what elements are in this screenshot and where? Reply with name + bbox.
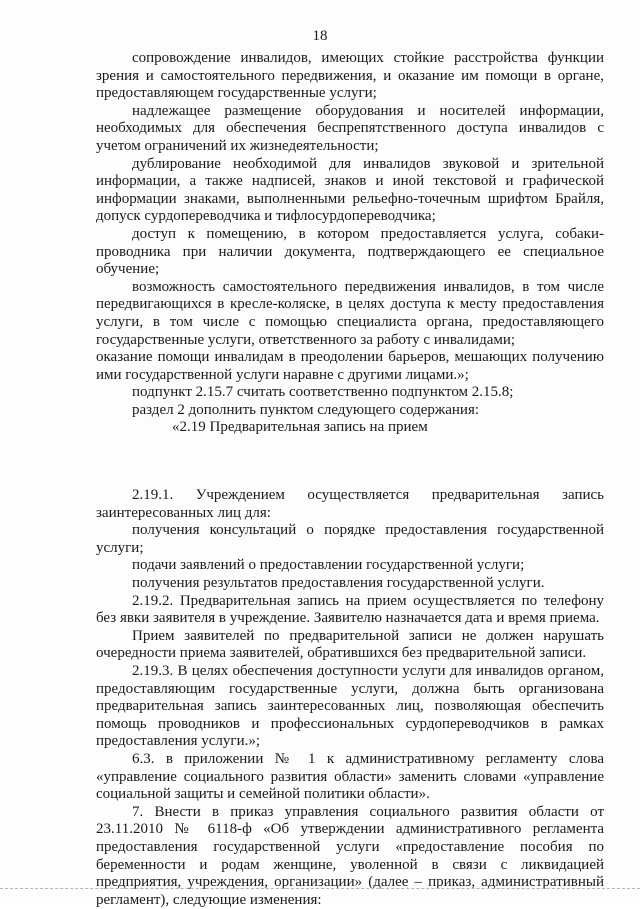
- paragraph: 2.19.1. Учреждением осуществляется предварительная запись заинтересованных лиц для:: [96, 487, 604, 521]
- bottom-dashed-rule: [0, 888, 640, 889]
- paragraph: 6.3. в приложении № 1 к административному регламенту слова «управление социального развития области» заменить словами «управление социальной защиты и семейной политики области».: [96, 750, 604, 803]
- paragraph: раздел 2 дополнить пунктом следующего содержания:: [132, 401, 480, 418]
- paragraph: получения консультаций о порядке предоставления государственной услуги;: [96, 522, 604, 556]
- paragraph-spacer: [96, 452, 604, 472]
- paragraph: 2.19.2. Предварительная запись на прием осуществляется по телефону без явки заявителя в учреждение. Заявителю назначается дата и время приема.: [96, 592, 604, 627]
- paragraph: подпункт 2.15.7 считать соответственно подпунктом 2.15.8;: [132, 384, 514, 401]
- paragraph: Прием заявителей по предварительной записи не должен нарушать очередности приема заявителей, обратившихся без предварительной записи.: [96, 627, 604, 662]
- page-number: 18: [312, 28, 328, 44]
- paragraph: дублирование необходимой для инвалидов звуковой и зрительной информации, а также надписей, знаков и иной текстовой и графической информации знаками, выполненными рельефно-точечным шрифтом Брайля, допуск сурдопереводчика и тифлосурдопереводчика;: [96, 155, 604, 225]
- paragraph: получения результатов предоставления государственной услуги.: [132, 575, 545, 592]
- paragraph: возможность самостоятельного передвижения инвалидов, в том числе передвигающихся в кресле-коляске, в целях доступа к месту предоставления услуги, в том числе с помощью специалиста органа, предоставляющего государственные услуги, ответственного за работу с инвалидами;: [96, 278, 604, 348]
- paragraph: оказание помощи инвалидам в преодолении барьеров, мешающих получению ими государственной услуги наравне с другими лицами.»;: [96, 349, 604, 383]
- paragraph: подачи заявлений о предоставлении государственной услуги;: [132, 557, 525, 574]
- paragraph: надлежащее размещение оборудования и носителей информации, необходимых для обеспечения беспрепятственного доступа инвалидов с учетом ограничений их жизнедеятельности;: [96, 102, 604, 154]
- paragraph: сопровождение инвалидов, имеющих стойкие расстройства функции зрения и самостоятельного передвижения, и оказание им помощи в органе, предоставляющем государственные услуги;: [96, 50, 604, 102]
- document-body: [96, 50, 604, 909]
- paragraph: 2.19.3. В целях обеспечения доступности услуги для инвалидов органом, предоставляющим государственные услуги, должна быть организована предварительная запись заинтересованных лиц, позволяющая обеспечить помощь проводников и профессиональных сурдопереводчиков в рамках предоставления услуги.»;: [96, 663, 604, 750]
- paragraph: «2.19 Предварительная запись на прием: [172, 419, 428, 436]
- paragraph: 7. Внести в приказ управления социального развития области от 23.11.2010 № 6118-ф «Об утверждении административного регламента предоставления государственной услуги «предоставление пособия по беременности и родам женщине, уволенной в связи с ликвидацией предприятия, учреждения, организации» (далее – приказ, административный регламент), следующие изменения:: [96, 803, 604, 908]
- paragraph: доступ к помещению, в котором предоставляется услуга, собаки-проводника при наличии документа, подтверждающего ее специальное обучение;: [96, 225, 604, 278]
